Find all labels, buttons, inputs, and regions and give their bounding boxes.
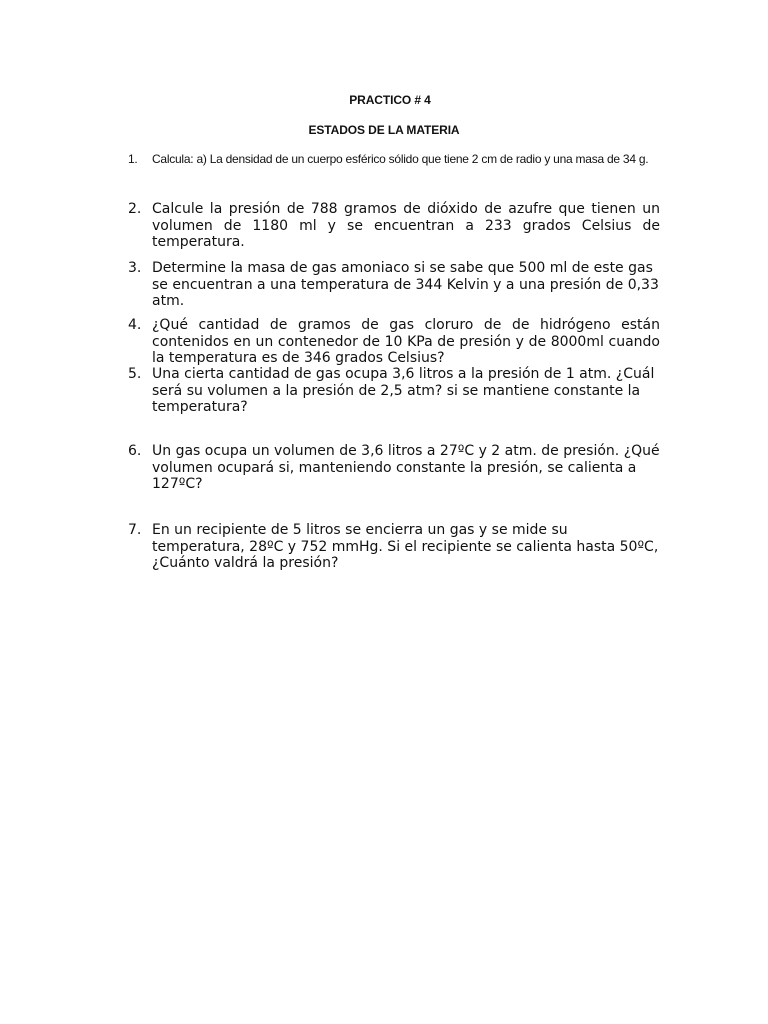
exercise-number: 6.: [128, 443, 142, 459]
exercise-text: Calcule la presión de 788 gramos de dióxido de azufre que tienen un volumen de 1180 ml y se encuentran a 233 grados Celsius de temperatura.: [152, 201, 660, 250]
document-subtitle: ESTADOS DE LA MATERIA: [308, 123, 460, 137]
exercise-text: ¿Qué cantidad de gramos de gas cloruro de de hidrógeno están contenidos en un contenedor de 10 KPa de presión y de 8000ml cuando la temperatura es de 346 grados Celsius?: [152, 317, 660, 366]
exercise-number: 1.: [128, 152, 138, 166]
exercise-number: 3.: [128, 260, 142, 276]
document-title: PRACTICO # 4: [349, 93, 431, 107]
exercise-text: Un gas ocupa un volumen de 3,6 litros a 27ºC y 2 atm. de presión. ¿Qué volumen ocupará si, manteniendo constante la presión, se calienta a 127ºC?: [152, 443, 660, 492]
exercise-text: En un recipiente de 5 litros se encierra un gas y se mide su temperatura, 28ºC y 752 mmHg. Si el recipiente se calienta hasta 50ºC, ¿Cuánto valdrá la presión?: [152, 522, 659, 571]
exercise-text: Una cierta cantidad de gas ocupa 3,6 litros a la presión de 1 atm. ¿Cuál será su volumen a la presión de 2,5 atm? si se mantiene constante la temperatura?: [152, 366, 655, 415]
exercise-text: Calcula: a) La densidad de un cuerpo esférico sólido que tiene 2 cm de radio y una masa de 34 g.: [152, 152, 649, 166]
exercise-number: 7.: [128, 522, 142, 538]
exercise-number: 4.: [128, 317, 142, 333]
exercise-number: 5.: [128, 366, 142, 382]
exercise-number: 2.: [128, 201, 142, 217]
exercise-text: Determine la masa de gas amoniaco si se sabe que 500 ml de este gas se encuentran a una temperatura de 344 Kelvin y a una presión de 0,33 atm.: [152, 260, 659, 309]
